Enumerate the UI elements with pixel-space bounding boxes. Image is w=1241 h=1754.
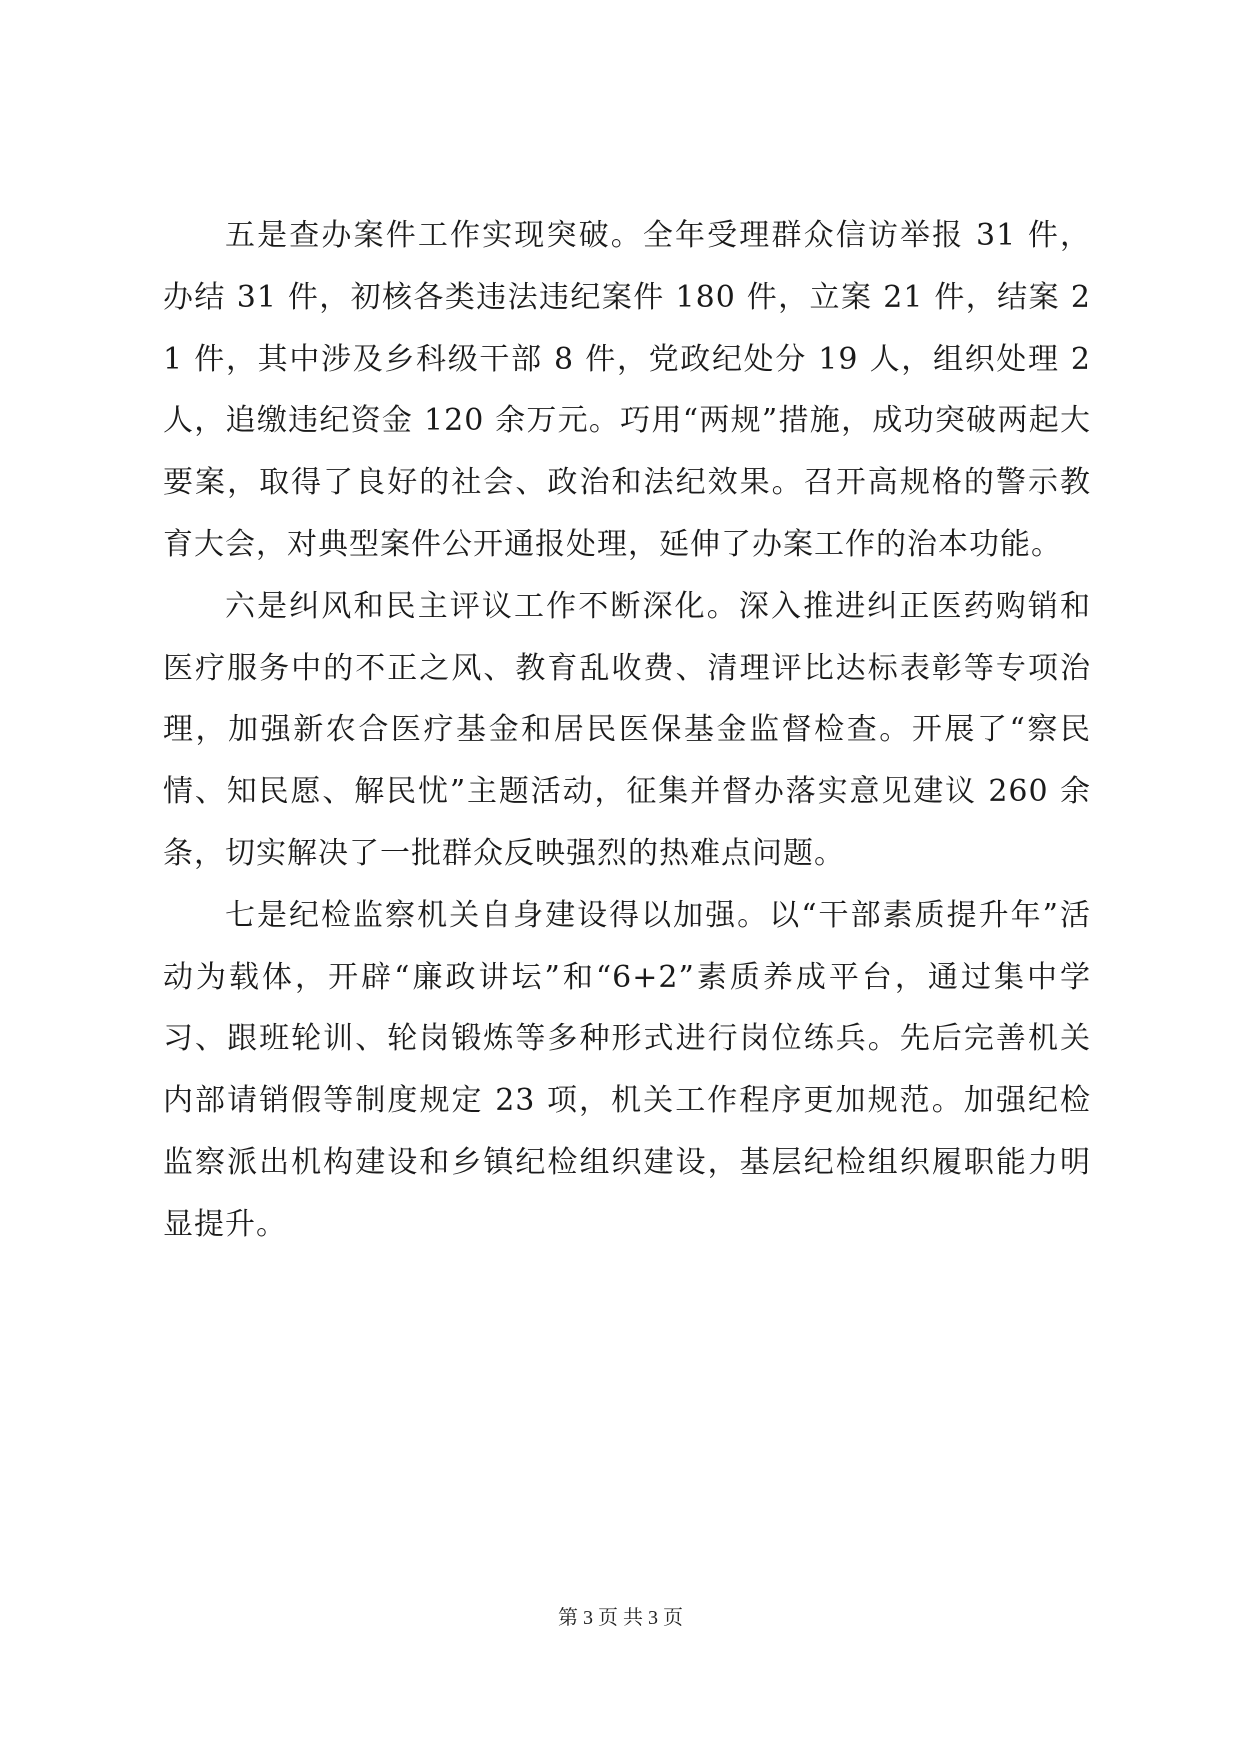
paragraph-liu-rectification: 六是纠风和民主评议工作不断深化。深入推进纠正医药购销和医疗服务中的不正之风、教育乱收费、清理评比达标表彰等专项治理，加强新农合医疗基金和居民医保基金监督检查。开展了“察民情、知民愿、解民忧”主题活动，征集并督办落实意见建议 260 余条，切实解决了一批群众反映强烈的热难点问题。 [163,588,1091,871]
paragraph-wu-case-handling: 五是查办案件工作实现突破。全年受理群众信访举报 31 件，办结 31 件，初核各类违法违纪案件 180 件，立案 21 件，结案 21 件，其中涉及乡科级干部 8 件，党政纪处分 19 人，组织处理 2 人，追缴违纪资金 120 余万元。巧用“两规”措施，成功突破两起大要案，取得了良好的社会、政治和法纪效果。召开高规格的警示教育大会，对典型案件公开通报处理，延伸了办案工作的治本功能。 [163,218,1091,562]
page-number-footer: 第 3 页 共 3 页 [558,1607,683,1629]
paragraph-qi-self-building: 七是纪检监察机关自身建设得以加强。以“干部素质提升年”活动为载体，开辟“廉政讲坛”和“6+2”素质养成平台，通过集中学习、跟班轮训、轮岗锻炼等多种形式进行岗位练兵。先后完善机关内部请销假等制度规定 23 项，机关工作程序更加规范。加强纪检监察派出机构建设和乡镇纪检组织建设，基层纪检组织履职能力明显提升。 [163,897,1091,1242]
document-body [163,205,1091,1256]
